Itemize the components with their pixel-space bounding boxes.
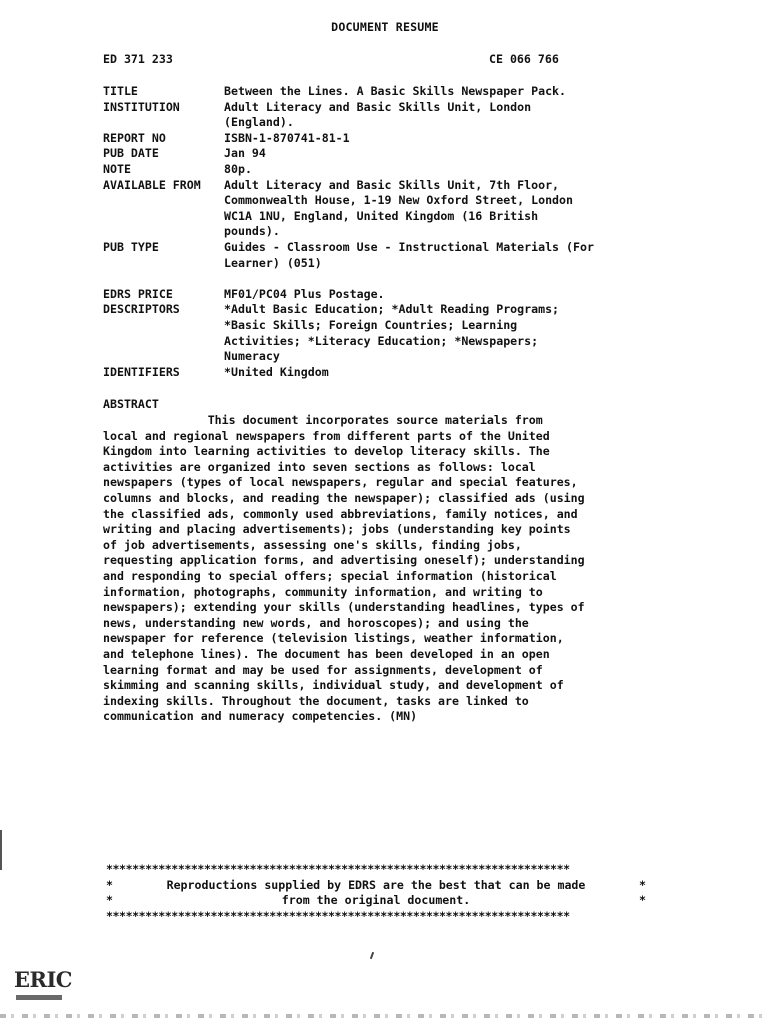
document-title: DOCUMENT RESUME: [331, 20, 439, 34]
field-label: TITLE: [103, 84, 138, 98]
eric-logo-strip: [16, 995, 62, 1000]
border-star-right: *: [639, 877, 646, 892]
field-label: IDENTIFIERS: [103, 364, 180, 379]
notice-line-2: [106, 893, 646, 909]
field-label: DESCRIPTORS: [103, 302, 180, 317]
field-label: PUB DATE: [103, 146, 159, 161]
field-pub-type: [103, 240, 643, 271]
field-descriptors: [103, 302, 643, 364]
eric-logo-text: ERIC: [14, 967, 72, 992]
field-value: Jan 94: [224, 146, 266, 161]
field-title: [103, 84, 643, 100]
field-value: ISBN-1-870741-81-1: [224, 130, 350, 145]
field-value: Guides - Classroom Use - Instructional Materials (For Learner) (051): [224, 239, 594, 270]
field-note: [103, 162, 643, 178]
notice-line-1: [106, 878, 646, 894]
field-label: PUB TYPE: [103, 239, 159, 254]
star-border-bottom: ***********************************************************************: [106, 908, 570, 923]
scan-edge-mark: [0, 830, 2, 870]
reproduction-notice: [106, 862, 646, 924]
field-edrs-price: [103, 287, 643, 303]
field-pub-date: [103, 146, 643, 162]
field-value: 80p.: [224, 161, 252, 176]
field-identifiers: [103, 365, 643, 381]
field-value: Adult Literacy and Basic Skills Unit, London (England).: [224, 99, 532, 130]
field-value: MF01/PC04 Plus Postage.: [224, 286, 385, 301]
scan-bottom-edge: [0, 1014, 770, 1018]
field-value: Between the Lines. A Basic Skills Newspaper Pack.: [224, 84, 567, 98]
field-value: Adult Literacy and Basic Skills Unit, 7th Floor, Commonwealth House, 1-19 New Oxford Street, London WC1A 1NU, England, United Kingdom (16 British pounds).: [224, 177, 574, 239]
ed-number: ED 371 233: [103, 52, 173, 66]
field-label: REPORT NO: [103, 130, 166, 145]
notice-text-2: from the original document.: [281, 893, 471, 908]
field-value: *Adult Basic Education; *Adult Reading Programs; *Basic Skills; Foreign Countries; Learning Activities; *Literacy Education; *Newspapers; Numeracy: [224, 302, 560, 364]
field-report-no: [103, 131, 643, 147]
field-label: NOTE: [103, 161, 131, 176]
field-institution: [103, 100, 643, 131]
abstract-text: This document incorporates source materials from local and regional newspapers from different parts of the United Kingdom into learning activities to develop literacy skills. The activities are organized into seven sections as follows: local newspapers (types of local newspapers, regular and special features, columns and blocks, and reading the newspaper); classified ads (using the classified ads, commonly used abbreviations, family notices, and writing and placing advertisements); jobs (understanding key points of job advertisements, assessing one's skills, finding jobs, requesting application forms, and advertising oneself); understanding and responding to special offers; special information (historical information, photographs, community information, and writing to newspapers); extending your skills (understanding headlines, types of news, understanding new words, and horoscopes); and using the newspaper for reference (television listings, weather information, and telephone lines). The document has been developed in an open learning format and may be used for assignments, development of skimming and scanning skills, individual study, and development of indexing skills. Throughout the document, tasks are linked to communication and numeracy competencies. (MN): [103, 413, 585, 724]
ce-number: CE 066 766: [489, 52, 559, 66]
border-star-right: *: [639, 893, 646, 908]
field-available-from: [103, 178, 643, 240]
notice-text-1: Reproductions supplied by EDRS are the best that can be made: [166, 877, 586, 892]
field-value: *United Kingdom: [224, 364, 329, 379]
field-label: INSTITUTION: [103, 99, 180, 114]
border-star-left: *: [106, 893, 113, 908]
eric-logo: [14, 967, 72, 1008]
field-label: EDRS PRICE: [103, 286, 173, 301]
border-star-left: *: [106, 877, 113, 892]
scan-mark: [370, 952, 374, 959]
bibliographic-fields: [103, 84, 643, 380]
star-border-top: ***********************************************************************: [106, 862, 570, 876]
field-label: AVAILABLE FROM: [103, 177, 201, 192]
abstract-label: ABSTRACT: [103, 397, 159, 411]
